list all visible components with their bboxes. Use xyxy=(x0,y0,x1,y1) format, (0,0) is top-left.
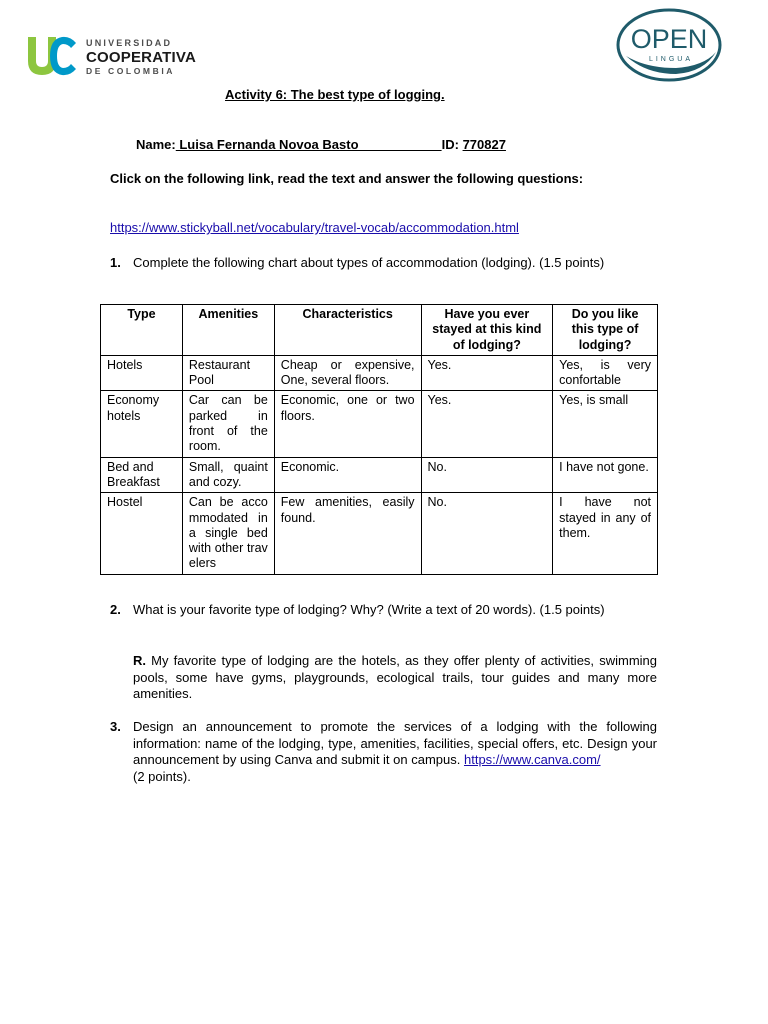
column-header: Do you like this type of lodging? xyxy=(553,305,658,356)
answer-paragraph xyxy=(133,653,657,703)
table-cell: Yes. xyxy=(421,355,553,391)
table-row xyxy=(101,457,658,493)
table-cell: Hotels xyxy=(101,355,183,391)
question-text: Design an announcement to promote the services of a lodging with the following information: name of the lodging, type, amenities, facilities, special offers, etc. Design your announcement by using Canva and submit it on campus. xyxy=(133,719,657,767)
table-cell: Yes. xyxy=(421,391,553,457)
table-row xyxy=(101,355,658,391)
question-3 xyxy=(110,719,657,785)
question-number: 2. xyxy=(110,602,121,617)
question-1 xyxy=(110,255,657,272)
name-value: Luisa Fernanda Novoa Basto_ xyxy=(175,137,442,152)
table-cell: Restaurant Pool xyxy=(182,355,274,391)
table-cell: Hostel xyxy=(101,493,183,574)
column-header: Amenities xyxy=(182,305,274,356)
table-cell: Economic, one or two floors. xyxy=(274,391,421,457)
question-text: What is your favorite type of lodging? Why? (Write a text of 20 words). (1.5 points) xyxy=(133,602,605,617)
name-label: Name: xyxy=(136,137,176,152)
question-number: 3. xyxy=(110,719,121,734)
id-value: 770827 xyxy=(462,137,506,152)
accommodation-table xyxy=(100,304,658,575)
table-cell: Yes, is small xyxy=(553,391,658,457)
instructions: Click on the following link, read the text and answer the following questions: xyxy=(110,171,584,186)
table-cell: I have not stayed in any of them. xyxy=(553,493,658,574)
logo-lingua-word: LINGUA xyxy=(648,56,694,63)
answer-label: R. xyxy=(133,653,146,668)
table-row xyxy=(101,493,658,574)
question-text: Complete the following chart about types of accommodation (lodging). (1.5 points) xyxy=(133,255,605,270)
canva-link[interactable]: https://www.canva.com/ xyxy=(463,752,601,767)
table-cell: Car can be parked in front of the room. xyxy=(182,391,274,457)
university-logo xyxy=(26,33,196,77)
table-header-row xyxy=(101,305,658,356)
logo-text-line1: UNIVERSIDAD xyxy=(86,38,173,48)
table-cell: Economic. xyxy=(274,457,421,493)
student-info xyxy=(136,137,506,152)
column-header: Characteristics xyxy=(274,305,421,356)
logo-text-line3: DE COLOMBIA xyxy=(86,66,176,76)
table-cell: No. xyxy=(421,457,553,493)
question-2 xyxy=(110,602,657,619)
table-cell: Yes, is very confortable xyxy=(553,355,658,391)
column-header: Type xyxy=(101,305,183,356)
table-cell: I have not gone. xyxy=(553,457,658,493)
logo-open-word: OPEN xyxy=(630,24,708,54)
question-points: (2 points). xyxy=(133,768,191,784)
table-cell: Cheap or expensive, One, several floors. xyxy=(274,355,421,391)
open-lingua-logo xyxy=(616,8,722,82)
table-cell: Can be accommodated in a single bed with other travelers xyxy=(182,493,274,574)
question-body xyxy=(133,719,657,785)
table-row xyxy=(101,391,658,457)
table-cell: Economy hotels xyxy=(101,391,183,457)
id-label: ID: xyxy=(441,137,459,152)
logo-text-line2: COOPERATIVA xyxy=(86,49,196,66)
reference-link[interactable]: https://www.stickyball.net/vocabulary/travel-vocab/accommodation.html xyxy=(110,220,519,235)
question-number: 1. xyxy=(110,255,121,270)
page-title: Activity 6: The best type of logging. xyxy=(225,87,445,102)
table-cell: Few amenities, easily found. xyxy=(274,493,421,574)
university-emblem-icon xyxy=(26,33,78,77)
column-header: Have you ever stayed at this kind of lodging? xyxy=(421,305,553,356)
table-cell: No. xyxy=(421,493,553,574)
answer-text: My favorite type of lodging are the hotels, as they offer plenty of activities, swimming pools, some have gyms, playgrounds, ecological trails, tour guides and many more amenities. xyxy=(133,653,657,701)
table-cell: Bed and Breakfast xyxy=(101,457,183,493)
table-cell: Small, quaint and cozy. xyxy=(182,457,274,493)
